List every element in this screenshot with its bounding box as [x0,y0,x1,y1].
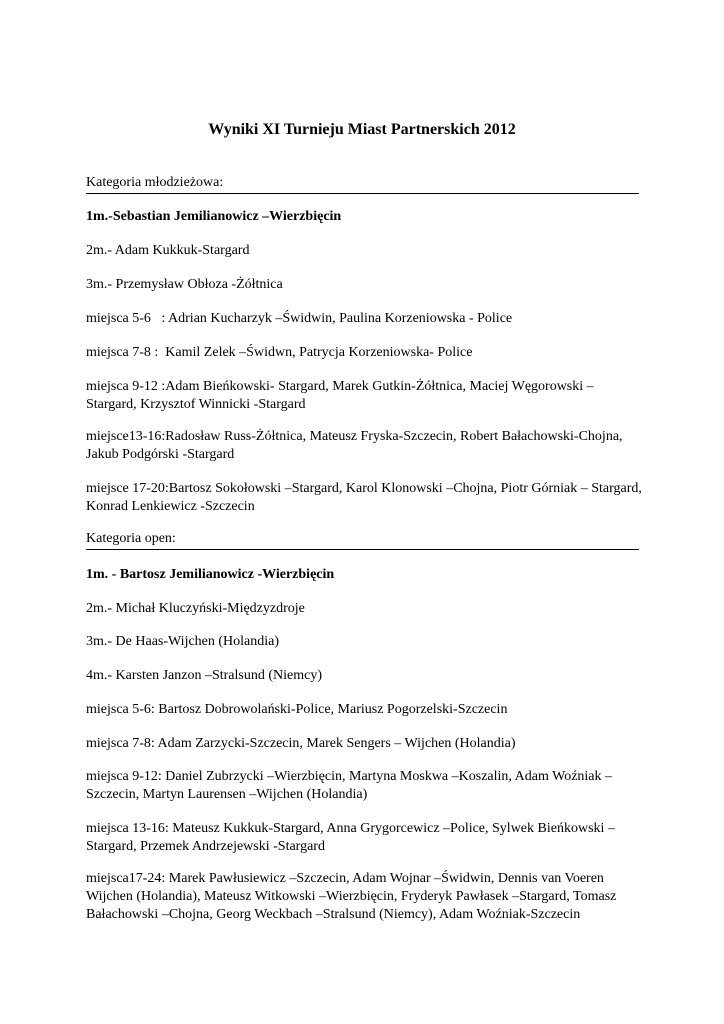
open-category-section [86,530,639,550]
open-entry-9-12: miejsca 9-12: Daniel Zubrzycki –Wierzbięcin, Martyna Moskwa –Koszalin, Adam Woźniak – Szczecin, Martyn Laurensen –Wijchen (Holandia) [86,769,613,802]
youth-entry-2: 2m.- Adam Kukkuk-Stargard [86,243,250,258]
youth-entry-9-12: miejsca 9-12 :Adam Bieńkowski- Stargard, Marek Gutkin-Żółtnica, Maciej Węgorowski – Stargard, Krzysztof Winnicki -Stargard [86,379,594,412]
youth-entry-7-8: miejsca 7-8 : Kamil Zelek –Świdwn, Patrycja Korzeniowska- Police [86,345,473,360]
youth-category-section [86,174,639,194]
youth-entry-17-20: miejsce 17-20:Bartosz Sokołowski –Stargard, Karol Klonowski –Chojna, Piotr Górniak – Stargard, Konrad Lenkiewicz -Szczecin [86,481,642,514]
youth-entry-5-6: miejsca 5-6 : Adrian Kucharzyk –Świdwin, Paulina Korzeniowska - Police [86,311,513,326]
open-entry-7-8: miejsca 7-8: Adam Zarzycki-Szczecin, Marek Sengers – Wijchen (Holandia) [86,736,516,751]
open-entry-4: 4m.- Karsten Janzon –Stralsund (Niemcy) [86,668,322,683]
open-entry-3: 3m.- De Haas-Wijchen (Holandia) [86,634,280,649]
open-entry-1: 1m. - Bartosz Jemilianowicz -Wierzbięcin [86,567,335,582]
youth-entry-13-16: miejsce13-16:Radosław Russ-Żółtnica, Mateusz Fryska-Szczecin, Robert Bałachowski-Chojna, Jakub Podgórski -Stargard [86,429,623,462]
open-entry-2: 2m.- Michał Kluczyński-Międzyzdroje [86,601,305,616]
open-category-heading: Kategoria open: [86,530,639,550]
youth-entry-3: 3m.- Przemysław Obłoza -Żółtnica [86,277,283,292]
page-title: Wyniki XI Turnieju Miast Partnerskich 2012 [208,121,516,138]
youth-category-heading: Kategoria młodzieżowa: [86,174,639,194]
open-entry-5-6: miejsca 5-6: Bartosz Dobrowolański-Police, Mariusz Pogorzelski-Szczecin [86,702,508,717]
open-entry-13-16: miejsca 13-16: Mateusz Kukkuk-Stargard, Anna Grygorcewicz –Police, Sylwek Bieńkowski –Stargard, Przemek Andrzejewski -Stargard [86,821,615,854]
open-entry-17-24: miejsca17-24: Marek Pawłusiewicz –Szczecin, Adam Wojnar –Świdwin, Dennis van Voeren Wijchen (Holandia), Mateusz Witkowski –Wierzbięcin, Fryderyk Pawłasek –Stargard, Tomasz Bałachowski –Chojna, Georg Weckbach –Stralsund (Niemcy), Adam Woźniak-Szczecin [86,871,617,922]
youth-entry-1: 1m.-Sebastian Jemilianowicz –Wierzbięcin [86,209,342,224]
